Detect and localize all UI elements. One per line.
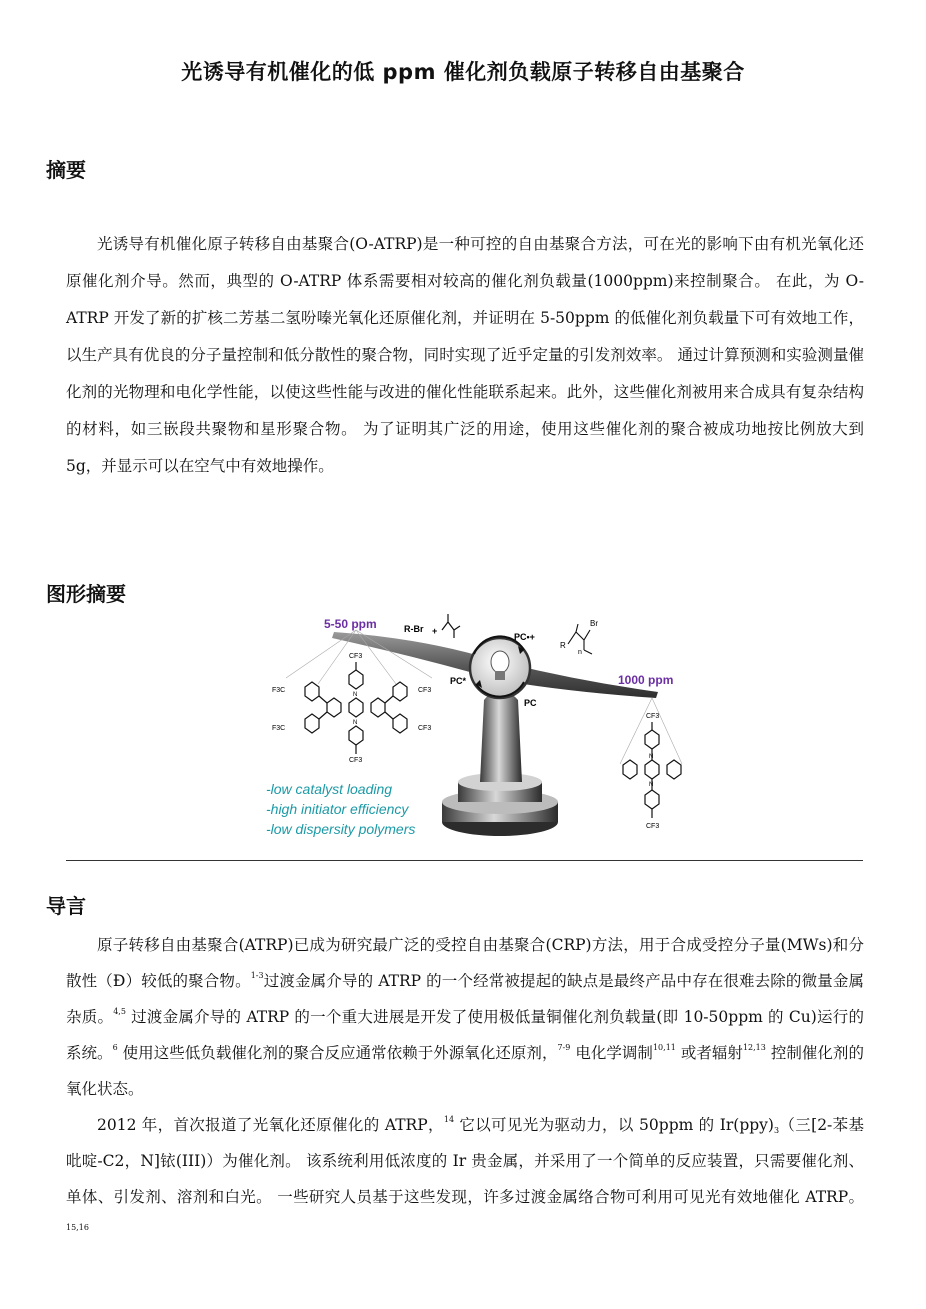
intro-paragraph-1 (66, 927, 864, 1107)
cf3-lower-right-left-catalyst: CF3 (418, 725, 432, 732)
citation-ref: 12,13 (742, 1043, 766, 1052)
high-ppm-label: 1000 ppm (618, 673, 674, 687)
bullet-low-dispersity-polymers: -low dispersity polymers (266, 821, 416, 837)
intro-p2-text-2: 它以可见光为驱动力，以 50ppm 的 Ir(ppy) (454, 1116, 774, 1134)
intro-p1-text-4: 使用这些低负载催化剂的聚合反应通常依赖于外源氧化还原剂， (117, 1044, 558, 1062)
n-atom-top-left-catalyst: N (353, 692, 358, 698)
abstract-text: 光诱导有机催化原子转移自由基聚合(O-ATRP)是一种可控的自由基聚合方法，可在光的影响下由有机光氧化还原催化剂介导。然而，典型的 O-ATRP 体系需要相对较高的催化剂负载量(1000ppm)来控制聚合。 在此，为 O-ATRP 开发了新的扩核二芳基二氢吩嗪光氧化还原催化剂，并证明在 5-50ppm 的低催化剂负载量下可有效地工作，以生产具有优良的分子量控制和低分散性的聚合物，同时实现了近乎定量的引发剂效率。 通过计算预测和实验测量催化剂的光物理和电化学性能，以使这些性能与改进的催化性能联系起来。此外，这些催化剂被用来合成具有复杂结构的材料，如三嵌段共聚物和星形聚合物。 为了证明其广泛的用途，使用这些催化剂的聚合被成功地按比例放大到 5g，并显示可以在空气中有效地操作。 (66, 235, 864, 475)
bullet-high-initiator-efficiency: -high initiator efficiency (266, 801, 409, 817)
intro-p1-text-6: 或者辐射 (675, 1044, 743, 1062)
scale-stand (442, 690, 558, 836)
graphical-abstract-figure (262, 610, 674, 846)
citation-ref: 10,11 (652, 1043, 676, 1052)
paper-title: 光诱导有机催化的低 ppm 催化剂负载原子转移自由基聚合 (181, 60, 745, 84)
citation-ref: 7-9 (557, 1043, 571, 1052)
citation-ref: 15,16 (66, 1223, 89, 1232)
citation-ref: 14 (443, 1115, 455, 1124)
intro-p1-text-1: 原子转移自由基聚合(ATRP)已成为研究最广泛的受控自由基聚合(CRP)方法，用于合成受控分子量(MWs)和分散性（Đ）较低的聚合物。 (66, 936, 864, 990)
subscript: 3 (773, 1126, 780, 1135)
intro-p1-text-3: 过渡金属介导的 ATRP 的一个重大进展是开发了使用极低量铜催化剂负载量(即 10-50ppm 的 Cu)运行的系统。 (66, 1008, 864, 1062)
bullet-low-catalyst-loading: -low catalyst loading (266, 781, 393, 797)
repeat-n-label: n (578, 649, 582, 656)
pc-radical-cation-label: PC•+ (514, 632, 535, 642)
pc-excited-label: PC* (450, 676, 467, 686)
section-divider (66, 860, 863, 861)
citation-ref: 1-3 (250, 971, 264, 980)
intro-p1-text-7: 控制催化剂的氧化状态。 (66, 1044, 864, 1098)
light-bulb-icon (470, 636, 530, 698)
low-ppm-label: 5-50 ppm (324, 617, 377, 631)
n-atom-bottom-right-catalyst: N (649, 782, 654, 788)
intro-paragraph-2 (66, 1107, 864, 1251)
intro-p1-text-2: 过渡金属介导的 ATRP 的一个经常被提起的缺点是最终产品中存在很难去除的微量金属杂质。 (66, 972, 865, 1026)
br-end-label: Br (590, 619, 598, 628)
citation-ref: 6 (112, 1043, 118, 1052)
n-atom-bottom-left-catalyst: N (353, 720, 358, 726)
cf3-top-left-catalyst: CF3 (349, 653, 363, 660)
cf3-upper-right-left-catalyst: CF3 (418, 687, 432, 694)
f3c-upper-left: F3C (272, 687, 286, 694)
r-group-label: R (560, 641, 566, 650)
citation-ref: 4,5 (113, 1007, 126, 1016)
intro-p2-text-3: （三[2-苯基吡啶-C2，N]铱(III)）为催化剂。 该系统利用低浓度的 Ir 贵金属，并采用了一个简单的反应装置，只需要催化剂、单体、引发剂、溶剂和白光。 一些研究人员基于这些发现，许多过渡金属络合物可利用可见光有效地催化 ATRP。 (66, 1116, 865, 1206)
pc-label: PC (524, 698, 537, 708)
plus-label: + (432, 626, 438, 636)
graphical-abstract-heading: 图形摘要 (46, 582, 126, 606)
cf3-bottom-left-catalyst: CF3 (349, 757, 363, 764)
n-atom-top-right-catalyst: N (649, 754, 654, 760)
cf3-top-right-catalyst: CF3 (646, 713, 660, 720)
cf3-bottom-right-catalyst: CF3 (646, 823, 660, 830)
f3c-lower-left: F3C (272, 725, 286, 732)
abstract-heading: 摘要 (46, 158, 86, 182)
introduction-heading: 导言 (46, 894, 86, 918)
intro-p1-text-5: 电化学调制 (570, 1044, 653, 1062)
monomer-structure (442, 614, 460, 638)
rbr-label: R-Br (404, 624, 424, 634)
intro-p2-text-1: 2012 年，首次报道了光氧化还原催化的 ATRP， (97, 1116, 444, 1134)
